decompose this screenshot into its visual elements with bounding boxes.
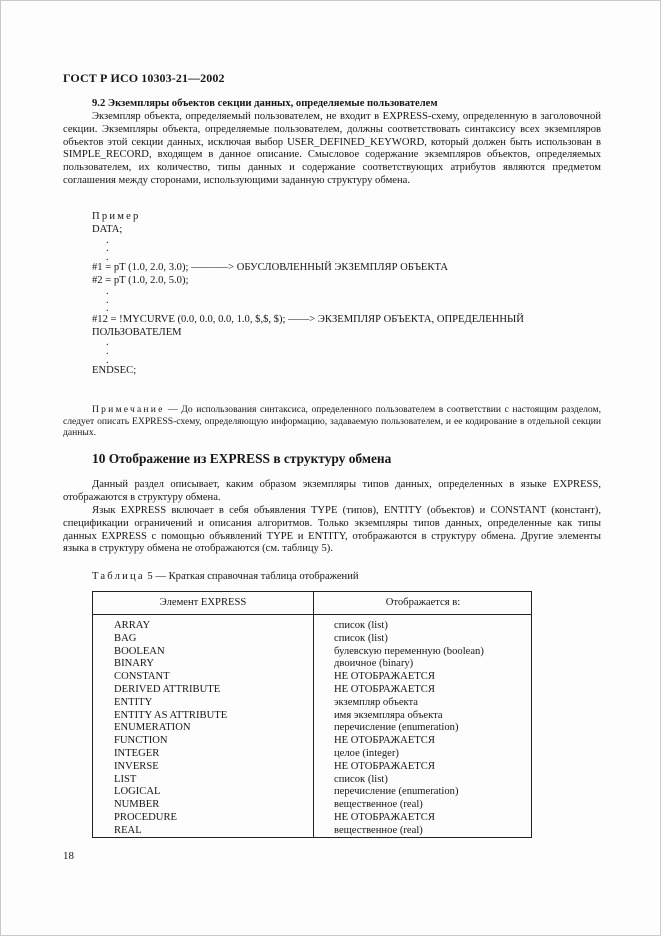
table-cell-element: REAL	[114, 824, 142, 836]
table-cell-maps-to: булевскую переменную (boolean)	[334, 645, 484, 657]
table-cell-element: INVERSE	[114, 760, 159, 772]
table-cell-element: LOGICAL	[114, 786, 161, 798]
table-cell-maps-to: НЕ ОТОБРАЖАЕТСЯ	[334, 683, 435, 695]
table-column-divider	[313, 592, 314, 837]
table-header-maps-to: Отображается в:	[385, 597, 461, 608]
table-caption-label: Таблица	[92, 571, 145, 582]
mapping-table	[92, 591, 532, 838]
table-cell-maps-to: НЕ ОТОБРАЖАЕТСЯ	[334, 760, 435, 772]
table-cell-element: BOOLEAN	[114, 645, 165, 657]
table-cell-element: INTEGER	[114, 747, 160, 759]
code-ellipsis-dot: .	[106, 354, 109, 366]
table-cell-element: LIST	[114, 773, 137, 785]
table-cell-element: ENTITY	[114, 696, 153, 708]
code-ellipsis-dot: .	[106, 303, 109, 315]
code-line-data: DATA;	[92, 223, 123, 235]
table-header-row	[93, 592, 531, 615]
table-cell-maps-to: НЕ ОТОБРАЖАЕТСЯ	[334, 811, 435, 823]
table-cell-maps-to: НЕ ОТОБРАЖАЕТСЯ	[334, 735, 435, 747]
table-cell-element: CONSTANT	[114, 671, 170, 683]
table-cell-maps-to: перечисление (enumeration)	[334, 722, 459, 734]
code-line-instance-12: #12 = !MYCURVE (0.0, 0.0, 0.0, 1.0, $,$, $); ——> ЭКЗЕМПЛЯР ОБЪЕКТА, ОПРЕДЕЛЕННЫЙ ПОЛЬЗОВАТЕЛЕМ	[92, 313, 524, 338]
code-line-endsec: ENDSEC;	[92, 365, 137, 377]
table-cell-maps-to: список (list)	[334, 773, 388, 785]
code-ellipsis-dot: .	[106, 345, 109, 357]
code-line-instance-1: #1 = pT (1.0, 2.0, 3.0); ———–> ОБУСЛОВЛЕННЫЙ ЭКЗЕМПЛЯР ОБЪЕКТА	[92, 262, 449, 274]
code-ellipsis-dot: .	[106, 337, 109, 349]
section-10-paragraph-2: Язык EXPRESS включает в себя объявления TYPE (типов), ENTITY (объектов) и CONSTANT (констант), спецификации ограничений и описания алгоритмов. Только экземпляры типов данных, определенные как типы данных EXPRESS с помощью объявлений TYPE и ENTITY, отображаются в структуру обмена. Другие элементы языка в структуру обмена не отображаются (см. таблицу 5).	[63, 505, 601, 555]
note-block	[63, 404, 601, 439]
table-cell-element: ARRAY	[114, 620, 151, 631]
example-label: Пример	[92, 211, 141, 222]
code-ellipsis-dot: .	[106, 243, 109, 255]
code-line-instance-2: #2 = pT (1.0, 2.0, 5.0);	[92, 275, 189, 287]
table-cell-element: FUNCTION	[114, 735, 168, 747]
table-cell-maps-to: список (list)	[334, 632, 388, 644]
table-cell-element: ENTITY AS ATTRIBUTE	[114, 709, 228, 721]
table-cell-element: BINARY	[114, 658, 155, 670]
table-cell-maps-to: экземпляр объекта	[334, 696, 418, 708]
code-ellipsis-dot: .	[106, 294, 109, 306]
table-caption-text: 5 — Краткая справочная таблица отображений	[144, 571, 359, 582]
table-cell-maps-to: НЕ ОТОБРАЖАЕТСЯ	[334, 671, 435, 683]
note-label: Примечание	[92, 404, 165, 415]
section-10-heading: 10 Отображение из EXPRESS в структуру обмена	[92, 451, 392, 466]
table-header-express-element: Элемент EXPRESS	[159, 597, 247, 608]
table-cell-maps-to: целое (integer)	[334, 747, 399, 759]
table-cell-maps-to: вещественное (real)	[334, 799, 423, 811]
table-cell-maps-to: вещественное (real)	[334, 824, 423, 836]
standard-header: ГОСТ Р ИСО 10303-21—2002	[63, 71, 225, 85]
table-cell-maps-to: список (list)	[334, 620, 388, 631]
table-cell-maps-to: перечисление (enumeration)	[334, 786, 459, 798]
section-10-paragraph-1: Данный раздел описывает, каким образом экземпляры типов данных, определенных в языке EXPRESS, отображаются в структуру обмена.	[63, 479, 601, 503]
note-text: — До использования синтаксиса, определенного пользователем в соответствии с настоящим разделом, следует описать EXPRESS-схему, определяющую информацию, задаваемую пользователем, и ее кодирование в отдельной секции данных.	[63, 404, 601, 439]
table-5-caption	[92, 571, 359, 582]
section-9-2-paragraph: Экземпляр объекта, определяемый пользователем, не входит в EXPRESS-схему, определенную в заголовочной секции. Экземпляры объекта, определяемые пользователем, должны соответствовать синтаксису всех экземпляров объектов этой секции данных, исключая выбор USER_DEFINED_KEYWORD, который должен быть использован в SIMPLE_RECORD, входящем в данное описание. Смысловое содержание экземпляров объектов, определяемых пользователем, их количество, типы данных и содержание соответствующих атрибутов являются предметом соглашения между сторонами, использующими заданную структуру обмена.	[63, 111, 601, 186]
code-ellipsis-dot: .	[106, 285, 109, 297]
code-ellipsis-dot: .	[106, 251, 109, 263]
express-element-column	[114, 620, 227, 838]
section-9-2-heading: 9.2 Экземпляры объектов секции данных, определяемые пользователем	[92, 98, 438, 109]
table-cell-element: DERIVED ATTRIBUTE	[114, 683, 221, 695]
table-cell-element: BAG	[114, 632, 137, 644]
table-cell-maps-to: двоичное (binary)	[334, 658, 414, 670]
table-cell-maps-to: имя экземпляра объекта	[334, 709, 443, 721]
code-ellipsis-dot: .	[106, 234, 109, 246]
table-cell-element: PROCEDURE	[114, 811, 177, 823]
page-number: 18	[63, 850, 74, 862]
maps-to-column	[334, 620, 484, 838]
table-cell-element: ENUMERATION	[114, 722, 191, 734]
example-block	[92, 211, 602, 378]
table-cell-element: NUMBER	[114, 799, 160, 811]
